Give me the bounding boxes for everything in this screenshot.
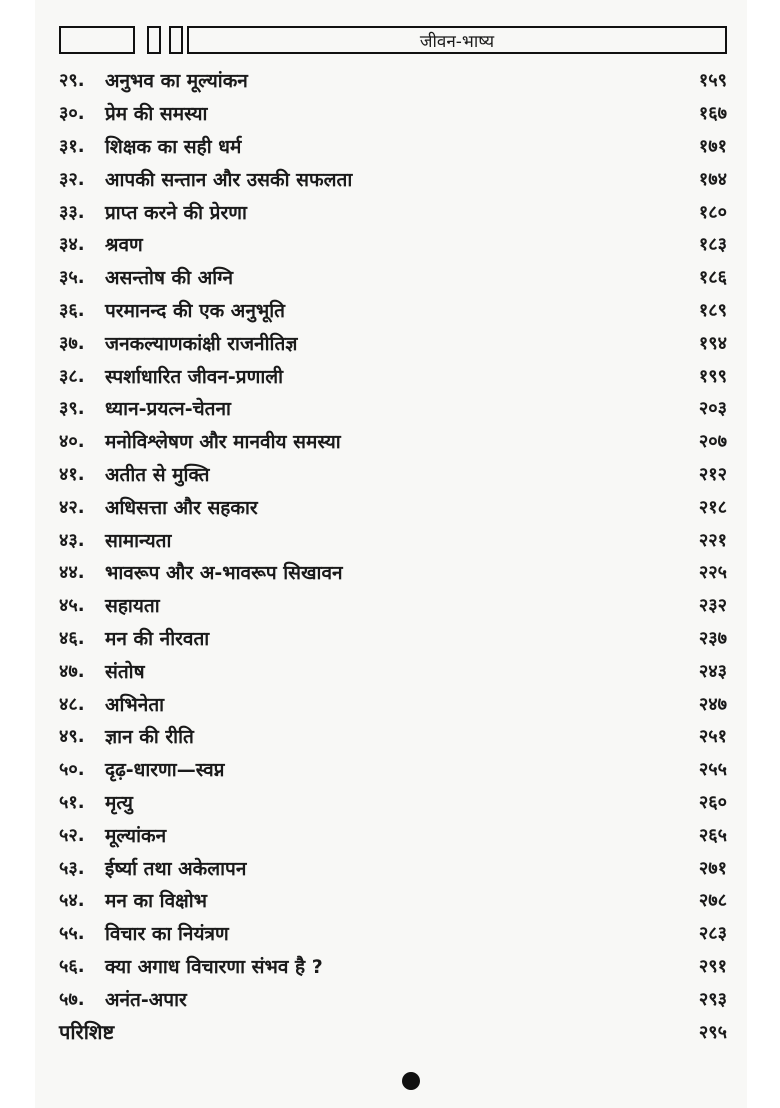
page-number: १८३ bbox=[698, 234, 727, 256]
page-number: २९१ bbox=[698, 955, 727, 977]
toc-entry bbox=[59, 64, 727, 97]
toc-entry bbox=[59, 851, 727, 884]
toc-entry bbox=[59, 294, 727, 327]
chapter-title: सहायता bbox=[105, 595, 160, 618]
toc-entry bbox=[59, 622, 727, 655]
page-number: २४३ bbox=[698, 660, 727, 682]
chapter-number: ५०. bbox=[59, 759, 85, 781]
page-number: १६७ bbox=[698, 103, 727, 125]
page-number: २१८ bbox=[698, 496, 727, 518]
page-number: २७१ bbox=[698, 857, 727, 879]
chapter-title: ईर्ष्या तथा अकेलापन bbox=[105, 857, 247, 880]
toc-entry bbox=[59, 589, 727, 622]
chapter-number: ५२. bbox=[59, 824, 85, 846]
toc-entry bbox=[59, 523, 727, 556]
chapter-number: ३५. bbox=[59, 267, 85, 289]
toc-entry bbox=[59, 425, 727, 458]
page-number: २८३ bbox=[698, 923, 727, 945]
chapter-title: प्राप्त करने की प्रेरणा bbox=[105, 201, 247, 224]
chapter-title: दृढ़-धारणा—स्वप्न bbox=[105, 759, 225, 782]
page-number: १८९ bbox=[698, 299, 727, 321]
toc-entry bbox=[59, 261, 727, 294]
running-title: जीवन-भाष्य bbox=[419, 31, 495, 52]
chapter-title: क्या अगाध विचारणा संभव है ? bbox=[105, 955, 323, 978]
chapter-number: ३६. bbox=[59, 299, 85, 321]
chapter-title: आपकी सन्तान और उसकी सफलता bbox=[105, 168, 353, 191]
chapter-title: मन का विक्षोभ bbox=[105, 890, 208, 913]
page-number: २३२ bbox=[698, 595, 727, 617]
chapter-number: ३७. bbox=[59, 332, 85, 354]
toc-entry bbox=[59, 228, 727, 261]
chapter-title: श्रवण bbox=[105, 234, 143, 257]
toc-entry bbox=[59, 818, 727, 851]
page-number: २५५ bbox=[698, 759, 727, 781]
chapter-title: मूल्यांकन bbox=[105, 824, 167, 847]
chapter-number: ५३. bbox=[59, 857, 85, 879]
chapter-title: शिक्षक का सही धर्म bbox=[105, 135, 242, 158]
table-of-contents bbox=[59, 64, 727, 1048]
page-number: २९५ bbox=[698, 1021, 727, 1043]
toc-entry bbox=[59, 982, 727, 1015]
chapter-number: ४१. bbox=[59, 463, 85, 485]
appendix-title: परिशिष्ट bbox=[59, 1020, 115, 1044]
page-number: १८० bbox=[698, 201, 727, 223]
chapter-title: विचार का नियंत्रण bbox=[105, 923, 229, 946]
chapter-title: असन्तोष की अग्नि bbox=[105, 267, 234, 290]
chapter-number: ३४. bbox=[59, 234, 85, 256]
chapter-title: संतोष bbox=[105, 660, 145, 683]
toc-entry bbox=[59, 130, 727, 163]
page-number: २२१ bbox=[698, 529, 727, 551]
chapter-number: ३०. bbox=[59, 103, 85, 125]
chapter-number: ३१. bbox=[59, 135, 85, 157]
page-header bbox=[59, 26, 727, 56]
page-number: १९४ bbox=[698, 332, 727, 354]
chapter-title: मृत्यु bbox=[105, 791, 133, 814]
toc-entry bbox=[59, 392, 727, 425]
chapter-title: स्पर्शाधारित जीवन-प्रणाली bbox=[105, 365, 284, 388]
chapter-title: प्रेम की समस्या bbox=[105, 103, 208, 126]
toc-entry bbox=[59, 326, 727, 359]
chapter-title: परमानन्द की एक अनुभूति bbox=[105, 299, 285, 322]
page-number: १५९ bbox=[698, 70, 727, 92]
page-number: २५१ bbox=[698, 726, 727, 748]
page-number: २४७ bbox=[698, 693, 727, 715]
chapter-number: ५७. bbox=[59, 988, 85, 1010]
toc-entry bbox=[59, 490, 727, 523]
chapter-number: ४९. bbox=[59, 726, 85, 748]
chapter-number: ३३. bbox=[59, 201, 85, 223]
chapter-number: ४७. bbox=[59, 660, 85, 682]
page-number: १८६ bbox=[698, 267, 727, 289]
chapter-number: ४३. bbox=[59, 529, 85, 551]
chapter-title: अनंत-अपार bbox=[105, 988, 187, 1011]
toc-entry bbox=[59, 884, 727, 917]
toc-entry bbox=[59, 458, 727, 491]
chapter-number: २९. bbox=[59, 70, 85, 92]
chapter-number: ४२. bbox=[59, 496, 85, 518]
chapter-title: सामान्यता bbox=[105, 529, 172, 552]
toc-entry bbox=[59, 162, 727, 195]
toc-entry bbox=[59, 359, 727, 392]
header-box bbox=[59, 26, 135, 54]
chapter-title: मन की नीरवता bbox=[105, 627, 210, 650]
page-number: १७१ bbox=[698, 135, 727, 157]
chapter-number: ४४. bbox=[59, 562, 85, 584]
chapter-title: मनोविश्लेषण और मानवीय समस्या bbox=[105, 431, 341, 454]
header-box bbox=[169, 26, 183, 54]
chapter-number: ३२. bbox=[59, 168, 85, 190]
chapter-title: अतीत से मुक्ति bbox=[105, 463, 210, 486]
chapter-number: ५४. bbox=[59, 890, 85, 912]
page-number: २९३ bbox=[698, 988, 727, 1010]
chapter-title: अभिनेता bbox=[105, 693, 165, 716]
page-number: २०७ bbox=[698, 431, 727, 453]
page-number: २२५ bbox=[698, 562, 727, 584]
chapter-title: अधिसत्ता और सहकार bbox=[105, 496, 258, 519]
chapter-title: जनकल्याणकांक्षी राजनीतिज्ञ bbox=[105, 332, 298, 355]
toc-entry bbox=[59, 97, 727, 130]
chapter-number: ५५. bbox=[59, 923, 85, 945]
bullet-mark bbox=[402, 1072, 420, 1090]
page-number: २३७ bbox=[698, 627, 727, 649]
page-number: २१२ bbox=[698, 463, 727, 485]
chapter-number: ४६. bbox=[59, 627, 85, 649]
toc-entry bbox=[59, 950, 727, 983]
chapter-number: ३८. bbox=[59, 365, 85, 387]
page-number: १७४ bbox=[698, 168, 727, 190]
chapter-number: ४०. bbox=[59, 431, 85, 453]
toc-entry bbox=[59, 786, 727, 819]
toc-entry bbox=[59, 917, 727, 950]
chapter-number: ५६. bbox=[59, 955, 85, 977]
chapter-title: अनुभव का मूल्यांकन bbox=[105, 70, 248, 93]
toc-entry bbox=[59, 753, 727, 786]
page-number: २७८ bbox=[698, 890, 727, 912]
appendix-entry bbox=[59, 1015, 727, 1048]
chapter-number: ३९. bbox=[59, 398, 85, 420]
page-number: २०३ bbox=[698, 398, 727, 420]
page-number: २६५ bbox=[698, 824, 727, 846]
toc-entry bbox=[59, 720, 727, 753]
page-number: १९९ bbox=[698, 365, 727, 387]
page-number: २६० bbox=[698, 791, 727, 813]
chapter-title: ध्यान-प्रयत्न-चेतना bbox=[105, 398, 231, 421]
toc-entry bbox=[59, 687, 727, 720]
toc-entry bbox=[59, 556, 727, 589]
chapter-number: ४८. bbox=[59, 693, 85, 715]
toc-entry bbox=[59, 195, 727, 228]
header-title-box bbox=[187, 26, 727, 54]
chapter-title: ज्ञान की रीति bbox=[105, 726, 194, 749]
chapter-number: ४५. bbox=[59, 595, 85, 617]
header-box bbox=[147, 26, 161, 54]
chapter-title: भावरूप और अ-भावरूप सिखावन bbox=[105, 562, 343, 585]
chapter-number: ५१. bbox=[59, 791, 85, 813]
toc-entry bbox=[59, 654, 727, 687]
